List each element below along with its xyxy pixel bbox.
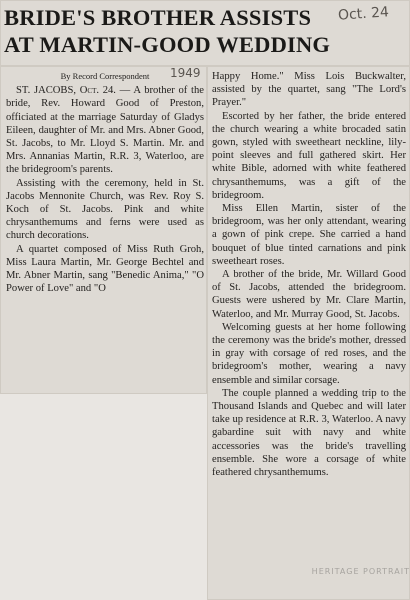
article-paragraph: A quartet composed of Miss Ruth Groh, Miss Laura Martin, Mr. George Bechtel and Mr. Abner Martin, sang "Benedic Anima," "O Power of Love" and "O [6,243,204,295]
article-paragraph: A brother of the bride, Mr. Willard Good of St. Jacobs, attended the bridegroom. Guests were ushered by Mr. Clare Martin, Waterloo, and Mr. Murray Good, St. Jacobs. [212,269,406,320]
handwritten-date: Oct. 24 [337,4,390,24]
article-column-left [6,70,204,295]
article-paragraph: Escorted by her father, the bride entered the church wearing a white brocaded satin gown, styled with sweetheart neckline, lily-point sleeves and full gathered skirt. Her white Bible, adorned with white feathered chrysanthemums, was a gift of the bridegroom. [212,110,406,201]
watermark: HERITAGE PORTRAIT [311,567,410,576]
article-paragraph: Miss Ellen Martin, sister of the bridegroom, was her only attendant, wearing a gown of pink crepe. She carried a hand bouquet of blue tinted carnations and pink sweetheart roses. [212,203,406,267]
handwritten-year: 1949 [170,66,201,80]
article-paragraph: Happy Home." Miss Lois Buckwalter, assisted by the quartet, sang "The Lord's Prayer." [212,71,406,109]
headline: BRIDE'S BROTHER ASSISTS AT MARTIN-GOOD WEDDING [4,5,331,57]
article-paragraph: Welcoming guests at her home following the ceremony was the bride's mother, dressed in gray with corsage of red roses, and the bridegroom's mother, wearing a navy ensemble and similar corsage. [212,321,406,386]
article-paragraph: Assisting with the ceremony, held in St. Jacobs Mennonite Church, was Rev. Roy S. Koch of St. Jacobs. Pink and white chrysanthemums and ferns were used as church decorations. [6,177,204,242]
dateline: ST. JACOBS, Oct. 24. — [16,85,131,97]
article-paragraph: The couple planned a wedding trip to the Thousand Islands and Quebec and will later take up residence at R.R. 3, Waterloo. A navy gabardine suit with navy and white accessories was the bride's travelling ensemble. She wore a corsage of white feathered chrysanthemums. [212,387,406,479]
byline: By Record Correspondent [60,71,150,81]
article-column-right [212,70,406,479]
article-paragraph [6,84,204,176]
paragraph-text: A brother of the bride, Rev. Howard Good of Preston, officiated at the marriage Saturday of Gladys Eileen, daughter of Mr. and Mrs. Abner Good, St. Jacobs, to Mr. Lloyd S. Martin. Mr. and Mrs. Annanias Martin, R.R. 3, Waterloo, are the bridegroom's parents. [6,85,204,176]
